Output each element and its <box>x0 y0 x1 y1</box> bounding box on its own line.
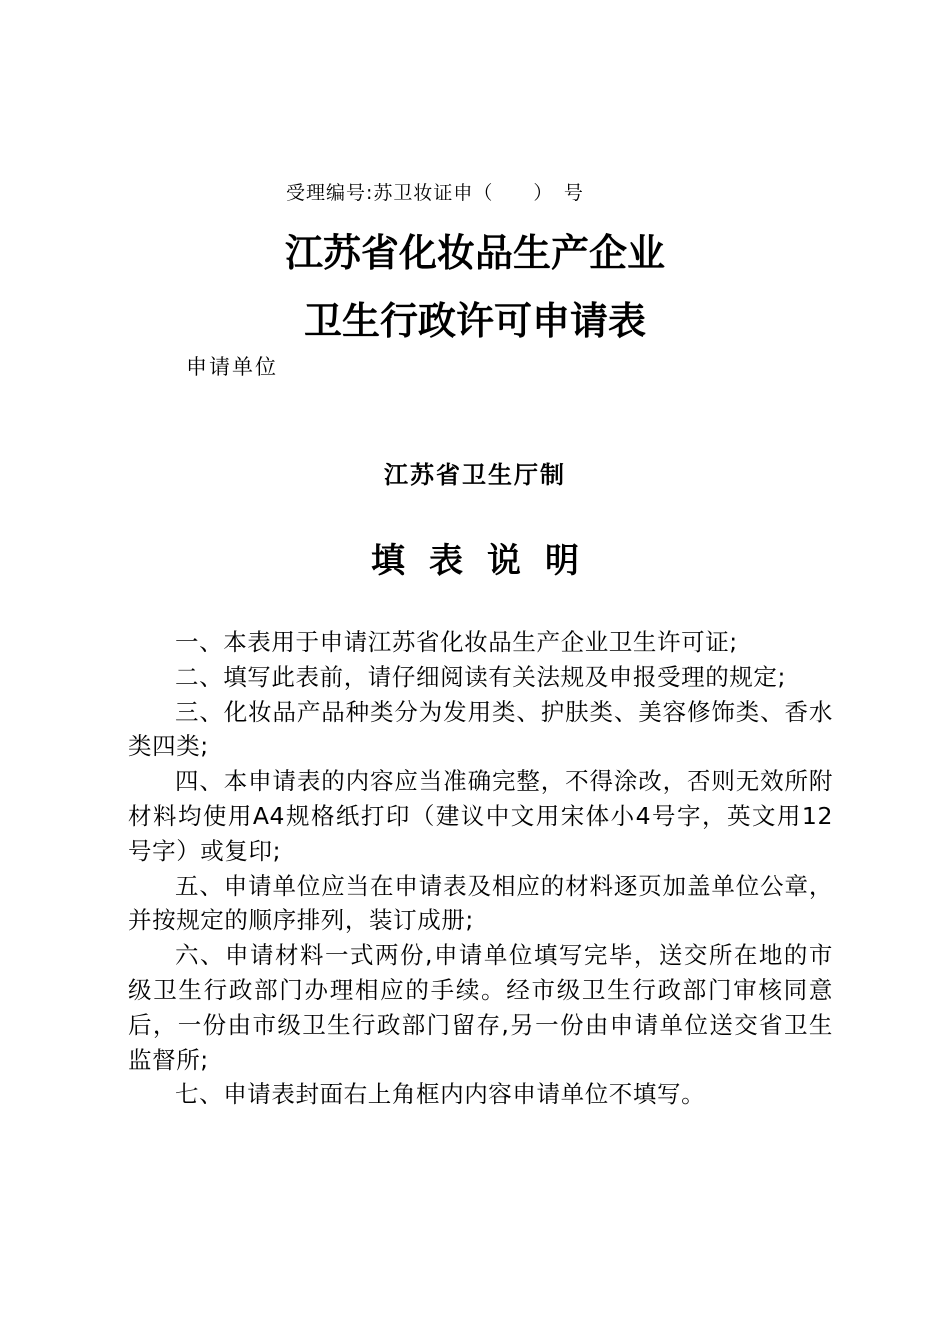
issuer-label: 江苏省卫生厅制 <box>384 461 566 489</box>
accept-number: 受理编号:苏卫妆证申（ ） 号 <box>286 182 584 204</box>
instruction-item-6: 六、申请材料一式两份,申请单位填写完毕，送交所在地的市级卫生行政部门办理相应的手续。经市级卫生行政部门审核同意后，一份由市级卫生行政部门留存,另一份由申请单位送交省卫生监督所; <box>128 941 833 1074</box>
instruction-item-4: 四、本申请表的内容应当准确完整，不得涂改，否则无效所附材料均使用A4规格纸打印（建议中文用宋体小4号字，英文用12号字）或复印; <box>128 767 833 865</box>
instruction-item-5: 五、申请单位应当在申请表及相应的材料逐页加盖单位公章，并按规定的顺序排列，装订成册; <box>128 871 833 935</box>
instructions-heading: 填表说明 <box>371 541 603 581</box>
form-title-line-2: 卫生行政许可申请表 <box>303 299 646 343</box>
instruction-item-1: 一、本表用于申请江苏省化妆品生产企业卫生许可证; <box>175 628 738 656</box>
instructions-list <box>128 625 833 1112</box>
instruction-item-7: 七、申请表封面右上角框内内容申请单位不填写。 <box>175 1080 706 1109</box>
form-title-line-1: 江苏省化妆品生产企业 <box>284 231 665 275</box>
applicant-label: 申请单位 <box>186 355 278 379</box>
instruction-item-3: 三、化妆品产品种类分为发用类、护肤类、美容修饰类、香水类四类; <box>128 697 833 761</box>
instruction-item-2: 二、填写此表前，请仔细阅读有关法规及申报受理的规定; <box>175 662 787 691</box>
